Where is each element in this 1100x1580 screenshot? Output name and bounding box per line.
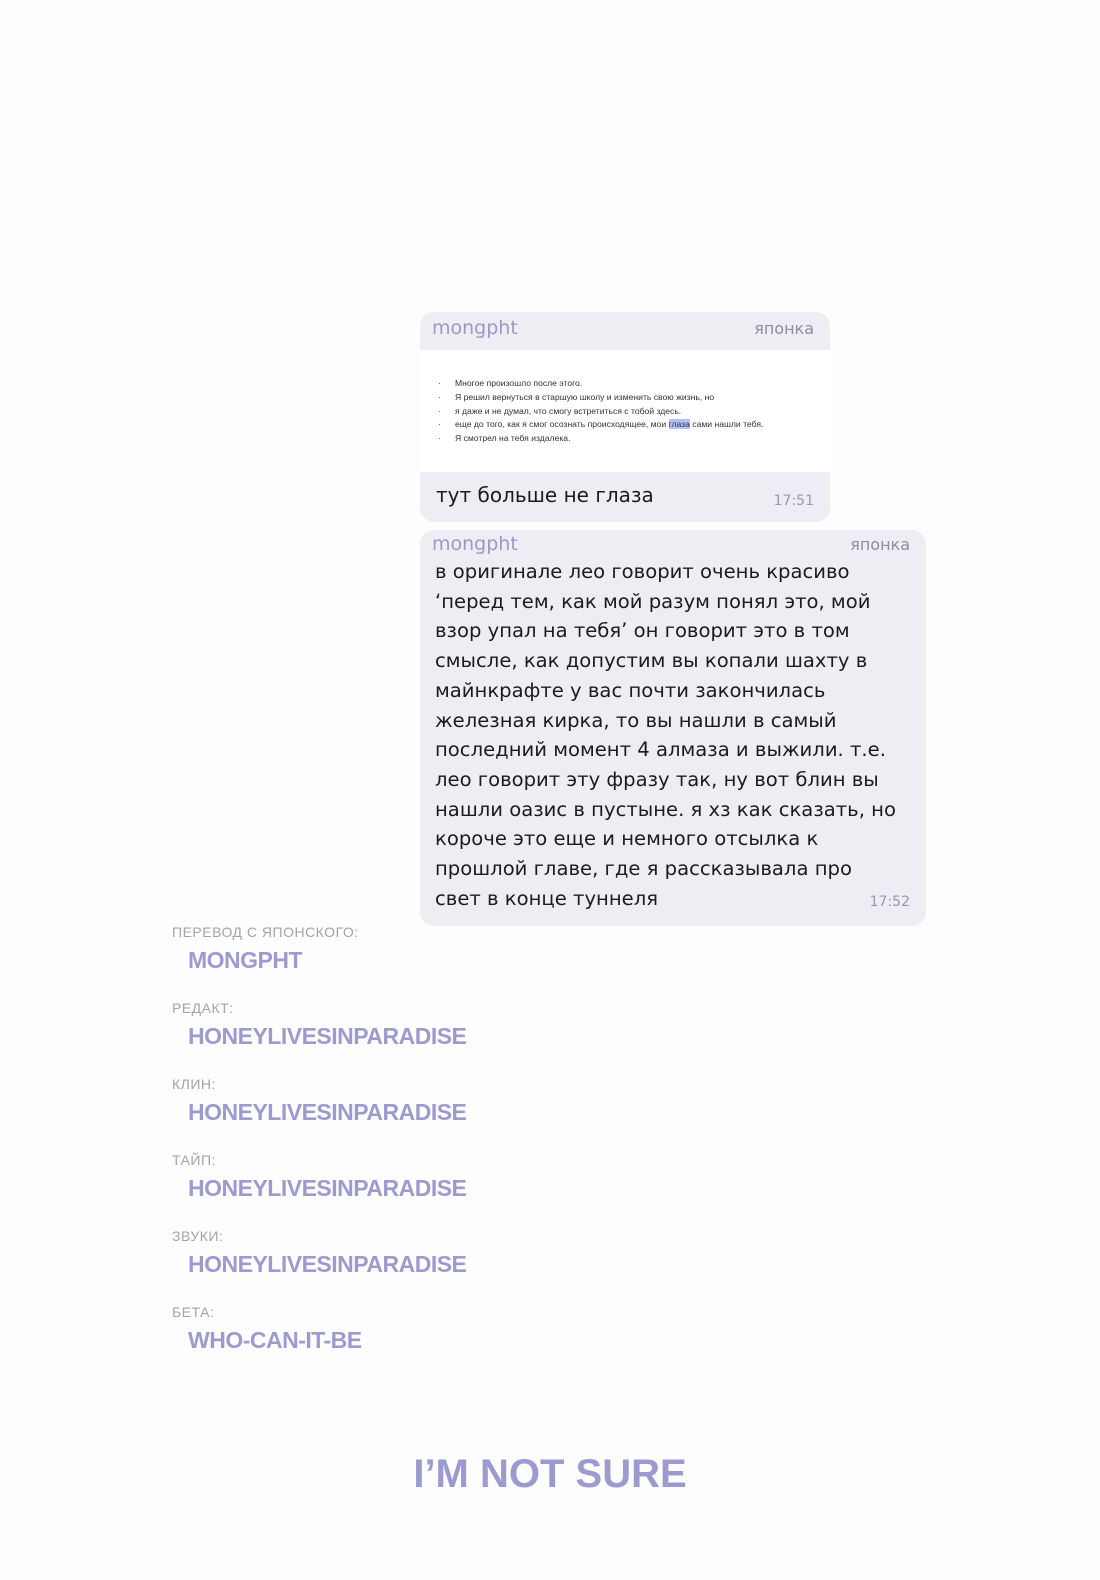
quote-line: · еще до того, как я смог осознать происходящее, мои глаза сами нашли тебя. (438, 419, 764, 430)
message-text: тут больше не глаза (436, 483, 654, 507)
message-time: 17:51 (773, 493, 814, 509)
message-line: прошлой главе, где я рассказывала про (435, 857, 852, 881)
credit-name-sounds: HONEYLIVESINPARADISE (188, 1251, 467, 1277)
message-line: майнкрафте у вас почти закончилась (435, 678, 826, 702)
message-time: 17:52 (869, 894, 910, 910)
quote-line: · Многое произошло после этого. (438, 378, 583, 388)
credit-name-cleaning: HONEYLIVESINPARADISE (188, 1099, 467, 1125)
message-line: последний момент 4 алмаза и выжили. т.е. (435, 738, 886, 762)
message-bubble[interactable] (420, 530, 926, 926)
message-line: железная кирка, то вы нашли в самый (435, 708, 837, 732)
credit-name-editing: HONEYLIVESINPARADISE (188, 1023, 467, 1049)
credits-list (172, 922, 466, 1378)
quote-line: · Я смотрел на тебя издалека. (438, 433, 571, 444)
message-line: лео говорит эту фразу так, ну вот блин вы (435, 767, 879, 791)
credit-label-sounds: ЗВУКИ: (172, 1228, 224, 1244)
credit-label-editing: РЕДАКТ: (172, 1000, 234, 1016)
message-bubble[interactable] (420, 312, 830, 522)
message-language-tag: японка (850, 535, 910, 554)
quote-line: · Я решил вернуться в старшую школу и изменить свою жизнь, но (438, 391, 715, 402)
message-line: свет в конце туннеля (435, 886, 659, 910)
message-sender[interactable]: mongpht (432, 317, 518, 339)
highlighted-word: глаза (668, 419, 690, 430)
credit-label-translation: ПЕРЕВОД С ЯПОНСКОГО: (172, 924, 359, 940)
credit-name-beta: WHO-CAN-IT-BE (188, 1327, 362, 1353)
credit-label-typesetting: ТАЙП: (172, 1152, 216, 1168)
quote-line: · я даже и не думал, что смогу встретиться с тобой здесь. (438, 405, 682, 416)
message-line: смысле, как допустим вы копали шахту в (435, 649, 868, 673)
message-language-tag: японка (754, 319, 814, 338)
credit-name-typesetting: HONEYLIVESINPARADISE (188, 1175, 467, 1201)
message-line: ‘перед тем, как мой разум понял это, мой (435, 589, 871, 613)
quoted-image[interactable] (420, 350, 830, 472)
message-text (435, 557, 917, 913)
credit-name-translation: MONGPHT (188, 947, 303, 973)
message-line: в оригинале лео говорит очень красиво (435, 560, 850, 583)
message-line: взор упал на тебя’ он говорит это в том (435, 619, 850, 643)
credit-label-cleaning: КЛИН: (172, 1076, 216, 1092)
footer-title: I’M NOT SURE (413, 1452, 687, 1496)
message-line: нашли оазис в пустыне. я хз как сказать, но (435, 797, 896, 821)
message-line: короче это еще и немного отсылка к (435, 827, 819, 851)
credit-label-beta: БЕТА: (172, 1304, 215, 1320)
message-sender[interactable]: mongpht (432, 533, 518, 555)
